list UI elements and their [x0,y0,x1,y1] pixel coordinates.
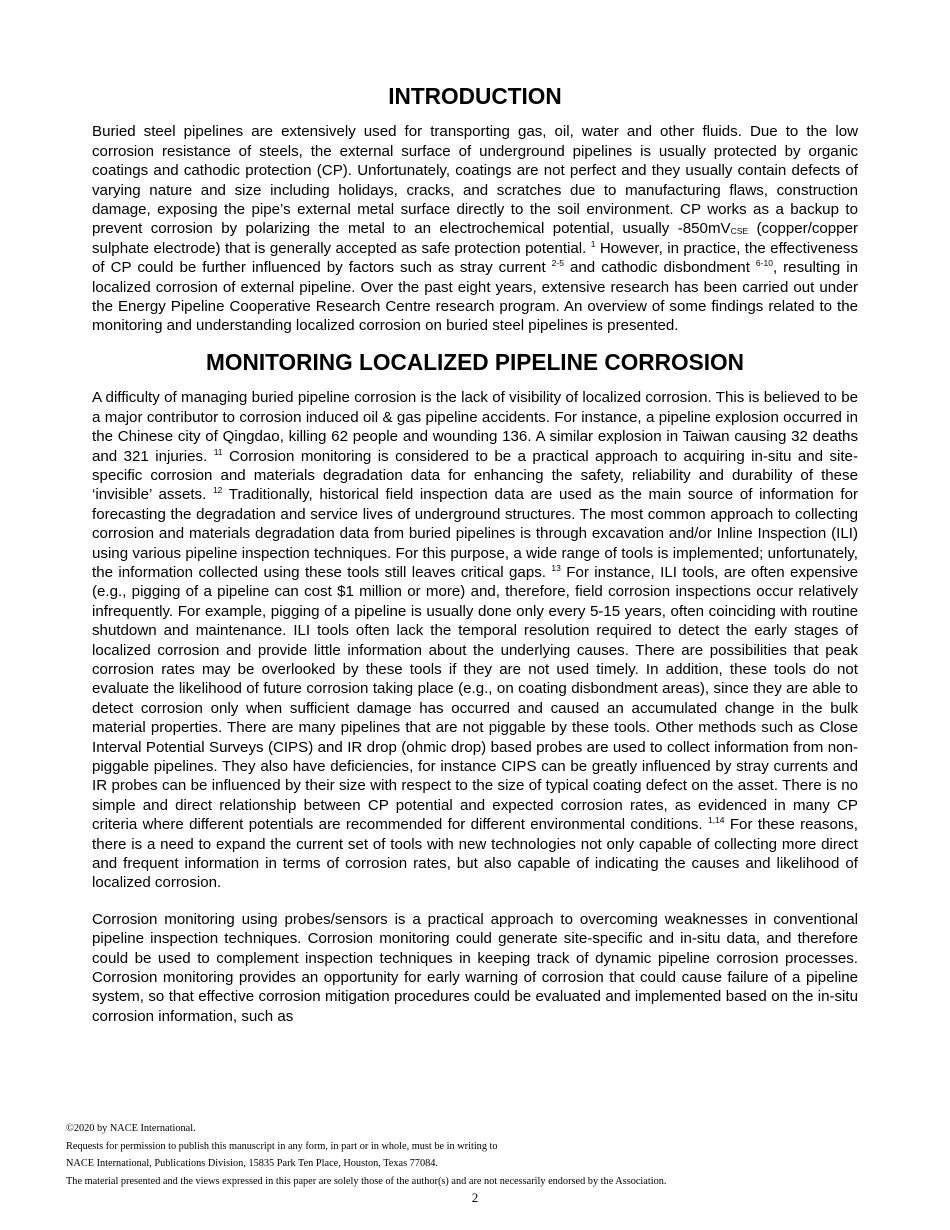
subscript-text: CSE [730,226,749,237]
footer-permission: Requests for permission to publish this manuscript in any form, in part or in whole, must be in writing to [66,1140,498,1152]
footer-disclaimer: The material presented and the views expressed in this paper are solely those of the author(s) and are not necessarily endorsed by the Association. [66,1175,667,1187]
footer-address: NACE International, Publications Division, 15835 Park Ten Place, Houston, Texas 77084. [66,1158,438,1169]
monitoring-paragraph-1: A difficulty of managing buried pipeline corrosion is the lack of visibility of localized corrosion. This is believed to be a major contributor to corrosion induced oil & gas pipeline accidents. For instance, a pipeline explosion occurred in the Chinese city of Qingdao, killing 62 people and wounding 136. A similar explosion in Taiwan causing 32 deaths and 321 injuries. $^{11}$ Corrosion monitoring is considered to be a practical approach to acquiring in-situ and site-specific corrosion and materials degradation data for enhancing the safety, reliability and durability of these ‘invisible’ assets. $^{12}$ Traditionally, historical field inspection data are used as the main source of information for forecasting the degradation and service lives of underground structures. The most common approach to collecting corrosion and materials degradation data from buried pipelines is through excavation and/or Inline Inspection (ILI) using various pipeline inspection techniques. For this purpose, a wide range of tools is implemented; unfortunately, the information collected using these tools still leaves critical gaps. $^{13}$ For instance, ILI tools, are often expensive (e.g., pigging of a pipeline can cost $1 million or more) and, therefore, field corrosion inspections occur relatively infrequently. For example, pigging of a pipeline is usually done only every 5-15 years, often coinciding with routine shutdown and maintenance. ILI tools often lack the temporal resolution required to detect the early stages of localized corrosion and provide little information about the underlying causes. There are possibilities that peak corrosion rates may be overlooked by these tools if they are not used timely. In addition, these tools do not evaluate the likelihood of future corrosion taking place (e.g., on coating disbondment areas), since they are able to detect corrosion only when sufficient damage has occurred and caused an accumulated change in the bulk material properties. There are many pipelines that are not piggable by these tools. Other methods such as Close Interval Potential Surveys (CIPS) and IR drop (ohmic drop) based probes are used to collect information from non-piggable pipelines. They also have deficiencies, for instance CIPS can be greatly influenced by stray currents and IR probes can be influenced by their size with respect to the size of typical coating defect on the asset. There is no simple and direct relationship between CP potential and expected corrosion rates, as evidenced in many CP criteria where different potentials are recommended for different environmental conditions. $^{1,14}$ For these reasons, there is a need to expand the current set of tools with new technologies not only capable of collecting more direct and frequent information in terms of corrosion rates, but also capable of indicating the causes and likelihood of localized corrosion. [92,389,859,892]
footer-copyright: ©2020 by NACE International. [66,1123,196,1134]
citation-superscript: 12 [212,485,223,496]
citation-superscript: 2-5 [551,258,564,269]
citation-superscript: 13 [551,562,561,573]
citation-superscript: 1 [590,238,596,249]
monitoring-paragraph-2: Corrosion monitoring using probes/sensors is a practical approach to overcoming weaknesses in conventional pipeline inspection techniques. Corrosion monitoring could generate site-specific and in-situ data, and therefore could be used to complement inspection techniques in keeping track of dynamic pipeline corrosion processes. Corrosion monitoring provides an opportunity for early warning of corrosion that could cause failure of a pipeline system, so that effective corrosion mitigation procedures could be evaluated and implemented based on the in-situ corrosion information, such as [92,910,858,1025]
section-heading-introduction: INTRODUCTION [388,83,562,109]
introduction-paragraph: Buried steel pipelines are extensively used for transporting gas, oil, water and other fluids. Due to the low corrosion resistance of steels, the external surface of underground pipelines is usually protected by organic coatings and cathodic protection (CP). Unfortunately, coatings are not perfect and they usually contain defects of varying nature and size including holidays, cracks, and scratches due to manufacturing flaws, construction damage, exposing the pipe’s external metal surface directly to the soil environment. CP works as a backup to prevent corrosion by polarizing the metal to an electrochemical potential, usually $-850mV_{CSE}$ (copper/copper sulphate electrode) that is generally accepted as safe protection potential. $^1$ However, in practice, the effectiveness of CP could be further influenced by factors such as stray current $^{2-5}$ and cathodic disbondment $^{6-10}$, resulting in localized corrosion of external pipeline. Over the past eight years, extensive research has been carried out under the Energy Pipeline Cooperative Research Centre research program. An overview of some findings related to the monitoring and understanding localized corrosion on buried steel pipelines is presented. [92,123,858,335]
page-footer [66,1120,886,1190]
citation-superscript: 11 [213,446,223,457]
section-heading-monitoring: MONITORING LOCALIZED PIPELINE CORROSION [206,348,744,375]
citation-superscript: 6-10 [755,258,773,269]
citation-superscript: 1,14 [707,815,725,826]
paper-body [92,83,859,1043]
page-number: 2 [471,1190,479,1205]
